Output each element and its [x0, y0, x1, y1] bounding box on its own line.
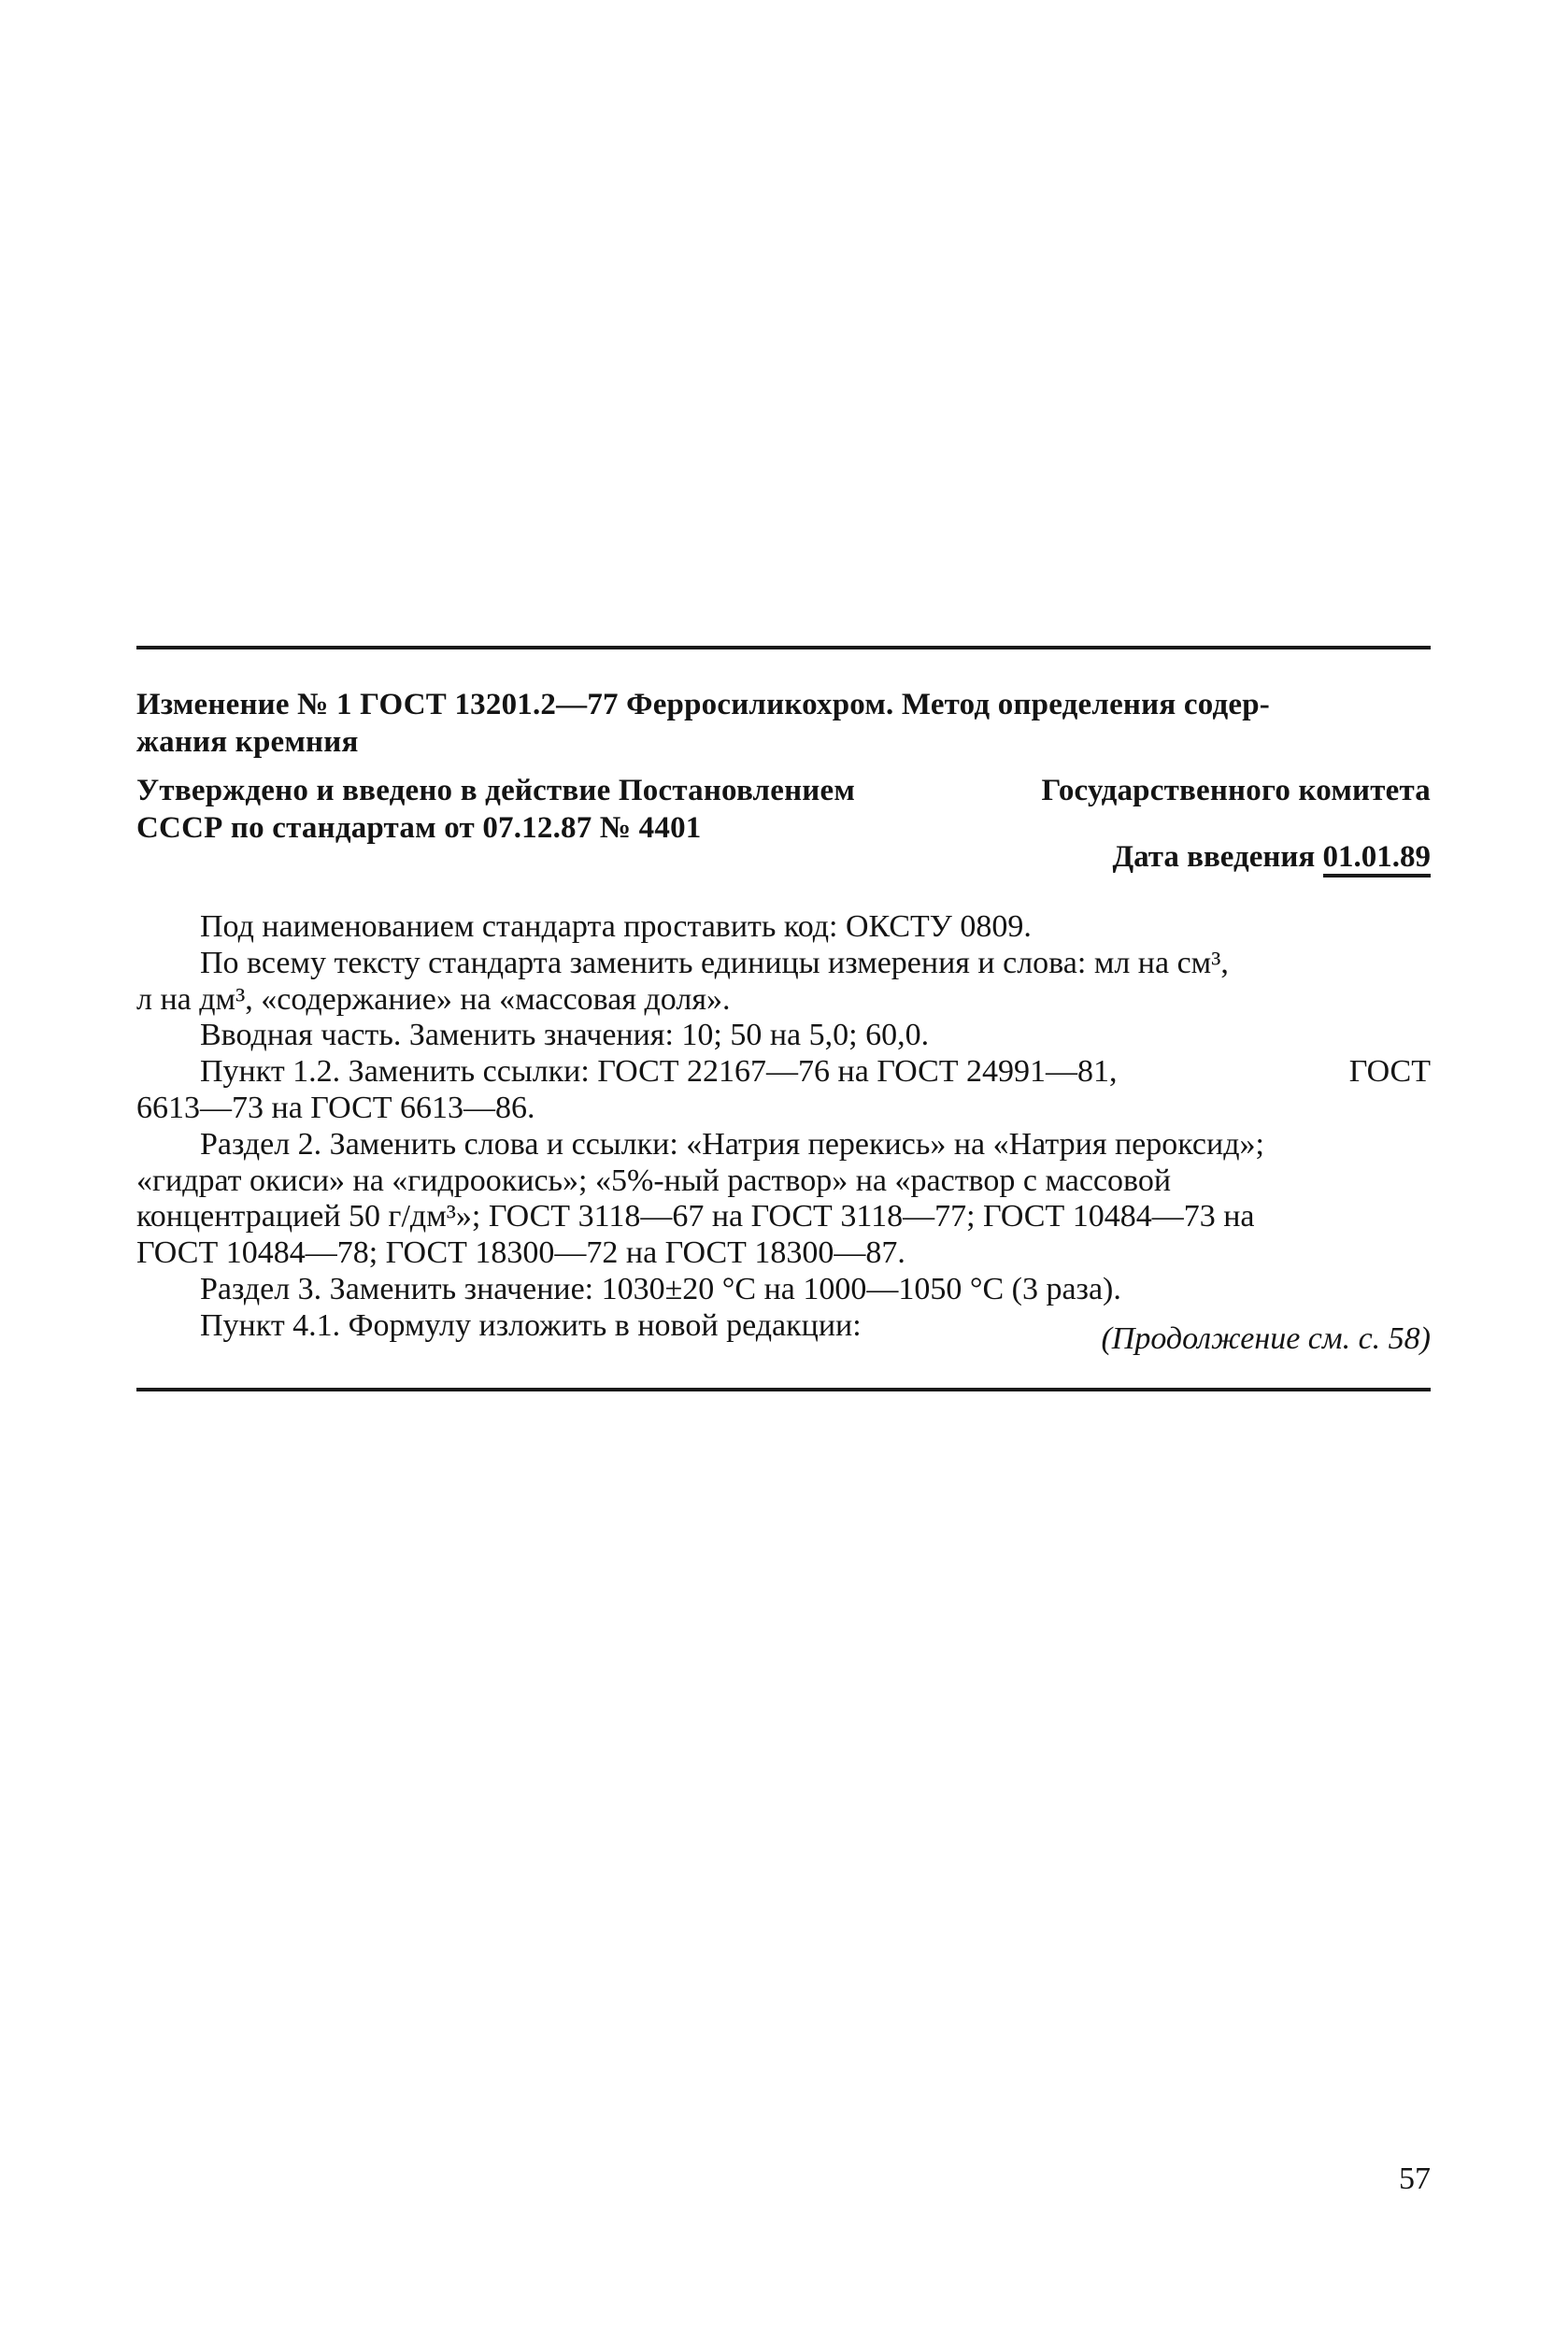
page-number: 57	[1399, 2162, 1431, 2196]
continuation-note: (Продолжение см. с. 58)	[1101, 1321, 1431, 1356]
paragraph-clause-4-1: Пункт 4.1. Формулу изложить в новой редакции:	[200, 1307, 862, 1343]
amendment-body	[136, 909, 1431, 1345]
amendment-title	[136, 686, 1431, 761]
effective-date	[1112, 838, 1431, 878]
effective-date-label: Дата введения	[1112, 840, 1316, 874]
paragraph-section-2-line-3: концентрацией 50 г/дм³»; ГОСТ 3118—67 на ГОСТ 3118—77; ГОСТ 10484—73 на	[136, 1199, 1255, 1234]
paragraph-units-line-2: л на дм³, «содержание» на «массовая доля».	[136, 981, 731, 1017]
paragraph-clause-1-2-line-2: 6613—73 на ГОСТ 6613—86.	[136, 1090, 535, 1125]
approval-right-text: Государственного комитета	[1041, 774, 1431, 807]
paragraph-clause-1-2-end: ГОСТ	[1348, 1054, 1431, 1090]
paragraph-section-2-line-1: Раздел 2. Заменить слова и ссылки: «Натрия перекись» на «Натрия пероксид»;	[200, 1126, 1264, 1162]
approval-left-text: Утверждено и введено в действие Постановлением	[136, 774, 856, 807]
title-line-2: жания кремния	[136, 725, 359, 759]
approval-line-1	[136, 772, 1431, 809]
paragraph-clause-1-2-line-1	[136, 1054, 1431, 1091]
paragraph-section-2-line-4: ГОСТ 10484—78; ГОСТ 18300—72 на ГОСТ 18300—87.	[136, 1235, 905, 1271]
top-rule	[136, 646, 1431, 649]
effective-date-value: 01.01.89	[1323, 840, 1432, 878]
paragraph-section-3: Раздел 3. Заменить значение: 1030±20 °С на 1000—1050 °С (3 раза).	[200, 1271, 1121, 1306]
title-line-1: Изменение № 1 ГОСТ 13201.2—77 Ферросиликохром. Метод определения содер-	[136, 688, 1270, 721]
bottom-rule	[136, 1388, 1431, 1391]
paragraph-clause-1-2-text: Пункт 1.2. Заменить ссылки: ГОСТ 22167—76 на ГОСТ 24991—81,	[200, 1054, 1118, 1090]
paragraph-units-line-1-text: По всему тексту стандарта заменить единицы измерения и слова: мл на см³,	[200, 945, 1229, 980]
approval-line-2: СССР по стандартам от 07.12.87 № 4401	[136, 811, 702, 845]
paragraph-intro-values: Вводная часть. Заменить значения: 10; 50 на 5,0; 60,0.	[200, 1018, 930, 1053]
paragraph-okstu: Под наименованием стандарта проставить код: ОКСТУ 0809.	[200, 909, 1032, 944]
paragraph-units-line-1	[136, 946, 1431, 982]
paragraph-section-2-line-2: «гидрат окиси» на «гидроокись»; «5%-ный раствор» на «раствор с массовой	[136, 1163, 1172, 1198]
approval-statement	[136, 772, 1431, 847]
